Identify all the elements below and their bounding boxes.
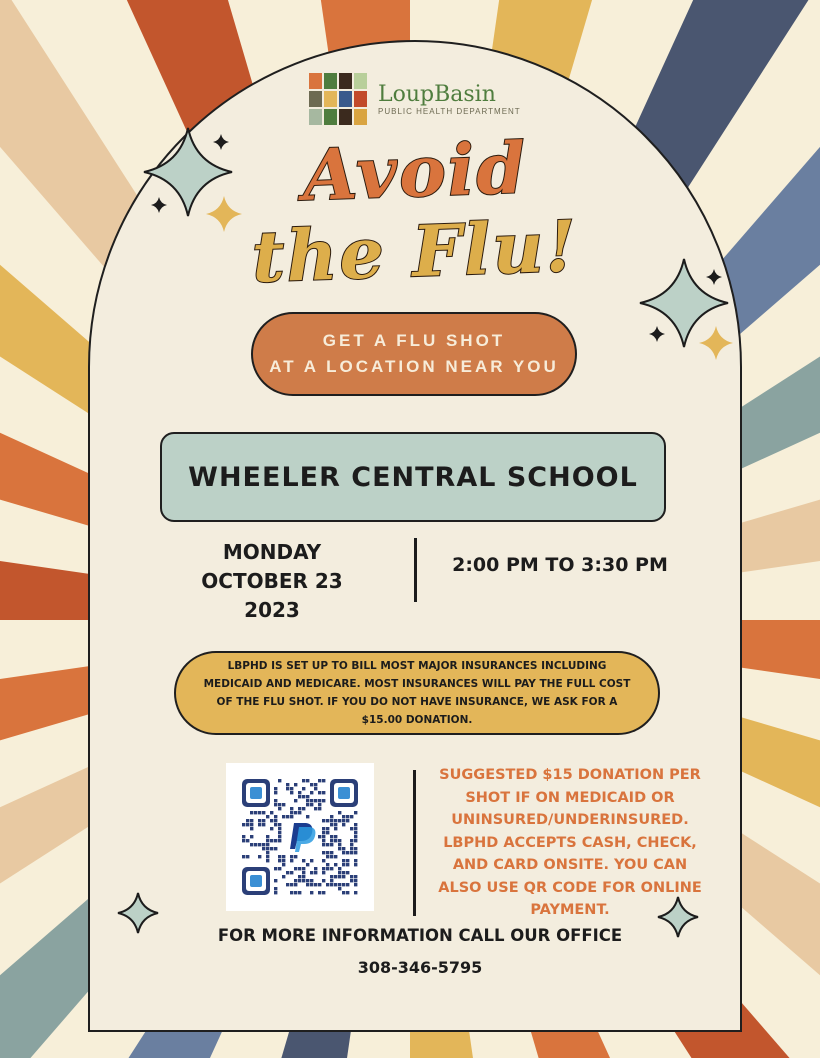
qr-module <box>278 855 281 858</box>
qr-module <box>350 851 353 854</box>
logo-tile <box>353 108 368 126</box>
qr-module <box>282 875 285 878</box>
qr-module <box>274 891 277 894</box>
qr-module <box>246 819 249 822</box>
qr-module <box>298 807 301 810</box>
qr-module <box>242 855 245 858</box>
qr-module <box>302 807 305 810</box>
qr-module <box>298 867 301 870</box>
qr-module <box>354 891 357 894</box>
qr-module <box>350 847 353 850</box>
qr-module <box>242 823 245 826</box>
qr-module <box>274 815 277 818</box>
qr-module <box>338 839 341 842</box>
qr-module <box>318 835 321 838</box>
qr-module <box>278 823 281 826</box>
qr-module <box>306 799 309 802</box>
qr-module <box>250 843 253 846</box>
qr-module <box>310 803 313 806</box>
qr-module <box>326 843 329 846</box>
qr-module <box>354 811 357 814</box>
location-box <box>160 432 666 522</box>
qr-module <box>250 823 253 826</box>
qr-module <box>330 815 333 818</box>
qr-module <box>310 799 313 802</box>
qr-module <box>322 791 325 794</box>
qr-module <box>270 839 273 842</box>
qr-module <box>338 819 341 822</box>
qr-module <box>262 843 265 846</box>
qr-module <box>274 819 277 822</box>
qr-module <box>302 779 305 782</box>
qr-module <box>322 891 325 894</box>
qr-module <box>354 823 357 826</box>
qr-module <box>302 879 305 882</box>
qr-module <box>334 835 337 838</box>
qr-module <box>318 891 321 894</box>
qr-module <box>290 811 293 814</box>
qr-module <box>302 871 305 874</box>
logo-tile <box>338 108 353 126</box>
qr-module <box>310 883 313 886</box>
qr-module <box>350 815 353 818</box>
qr-module <box>330 839 333 842</box>
event-year: 2023 <box>244 598 300 622</box>
qr-module <box>242 839 245 842</box>
qr-module <box>342 819 345 822</box>
qr-module <box>294 811 297 814</box>
qr-module <box>326 883 329 886</box>
qr-module <box>274 799 277 802</box>
qr-module <box>290 807 293 810</box>
qr-module <box>278 807 281 810</box>
qr-module <box>338 887 341 890</box>
qr-module <box>286 815 289 818</box>
qr-module <box>266 843 269 846</box>
qr-module <box>290 787 293 790</box>
qr-module <box>270 819 273 822</box>
qr-module <box>294 867 297 870</box>
qr-module <box>338 883 341 886</box>
qr-module <box>330 879 333 882</box>
qr-module <box>346 891 349 894</box>
qr-module <box>322 871 325 874</box>
logo-tile <box>323 108 338 126</box>
qr-module <box>266 835 269 838</box>
qr-module <box>282 815 285 818</box>
qr-module <box>274 867 277 870</box>
qr-module <box>282 803 285 806</box>
qr-module <box>338 811 341 814</box>
cta-line-2: AT A LOCATION NEAR YOU <box>269 357 559 376</box>
qr-module <box>254 811 257 814</box>
qr-module <box>298 879 301 882</box>
qr-module <box>346 859 349 862</box>
qr-module <box>294 879 297 882</box>
qr-module <box>346 871 349 874</box>
qr-module <box>294 883 297 886</box>
qr-module <box>258 823 261 826</box>
qr-module <box>246 839 249 842</box>
logo-tile <box>338 90 353 108</box>
logo-tile <box>308 72 323 90</box>
qr-module <box>342 851 345 854</box>
qr-module <box>314 871 317 874</box>
qr-module <box>246 823 249 826</box>
qr-module <box>322 859 325 862</box>
qr-module <box>262 819 265 822</box>
qr-module <box>294 783 297 786</box>
qr-module <box>298 795 301 798</box>
qr-module <box>310 871 313 874</box>
qr-module <box>322 879 325 882</box>
qr-module <box>342 847 345 850</box>
contact-label: FOR MORE INFORMATION CALL OUR OFFICE <box>217 926 623 945</box>
qr-module <box>294 799 297 802</box>
qr-module <box>266 855 269 858</box>
qr-module <box>282 859 285 862</box>
qr-module <box>342 871 345 874</box>
qr-module <box>274 803 277 806</box>
qr-module <box>274 823 277 826</box>
qr-module <box>342 875 345 878</box>
qr-module <box>274 879 277 882</box>
qr-module <box>266 815 269 818</box>
qr-module <box>334 827 337 830</box>
qr-module <box>310 891 313 894</box>
title-line-1: Avoid <box>301 126 529 217</box>
qr-module <box>290 815 293 818</box>
qr-module <box>250 819 253 822</box>
qr-module <box>338 867 341 870</box>
qr-module <box>318 803 321 806</box>
qr-module <box>290 855 293 858</box>
qr-module <box>286 883 289 886</box>
qr-module <box>346 863 349 866</box>
qr-module <box>354 847 357 850</box>
qr-module <box>258 819 261 822</box>
qr-module <box>302 875 305 878</box>
qr-module <box>306 803 309 806</box>
qr-module <box>278 859 281 862</box>
qr-module <box>302 859 305 862</box>
qr-module <box>282 863 285 866</box>
qr-module <box>282 855 285 858</box>
qr-module <box>346 851 349 854</box>
qr-module <box>354 835 357 838</box>
qr-module <box>254 843 257 846</box>
qr-module <box>346 815 349 818</box>
qr-module <box>334 839 337 842</box>
qr-module <box>306 795 309 798</box>
qr-module <box>286 787 289 790</box>
qr-module <box>314 787 317 790</box>
qr-module <box>266 847 269 850</box>
qr-module <box>318 883 321 886</box>
qr-module <box>322 867 325 870</box>
logo-tile <box>338 72 353 90</box>
qr-module <box>266 839 269 842</box>
event-date: OCTOBER 23 <box>201 569 343 593</box>
insurance-note <box>174 651 660 735</box>
qr-module <box>278 803 281 806</box>
qr-module <box>306 879 309 882</box>
qr-module <box>326 855 329 858</box>
qr-module <box>270 811 273 814</box>
cta-pill <box>251 312 577 396</box>
qr-module <box>294 855 297 858</box>
qr-module <box>350 875 353 878</box>
qr-module <box>286 783 289 786</box>
qr-module <box>354 883 357 886</box>
qr-module <box>338 847 341 850</box>
qr-module <box>334 823 337 826</box>
qr-module <box>314 799 317 802</box>
qr-module <box>342 859 345 862</box>
qr-module <box>354 827 357 830</box>
qr-module <box>314 867 317 870</box>
qr-module <box>330 835 333 838</box>
qr-module <box>354 831 357 834</box>
qr-module <box>330 867 333 870</box>
qr-module <box>318 791 321 794</box>
qr-code[interactable] <box>226 763 374 911</box>
qr-module <box>318 799 321 802</box>
qr-module <box>306 883 309 886</box>
qr-module <box>330 883 333 886</box>
qr-module <box>274 847 277 850</box>
qr-module <box>242 835 245 838</box>
qr-module <box>278 835 281 838</box>
qr-module <box>350 879 353 882</box>
date-block <box>190 538 354 625</box>
qr-module <box>250 827 253 830</box>
qr-module <box>326 819 329 822</box>
qr-module <box>346 883 349 886</box>
logo-tile <box>353 72 368 90</box>
qr-module <box>306 863 309 866</box>
qr-module <box>278 779 281 782</box>
qr-module <box>298 875 301 878</box>
qr-module <box>274 887 277 890</box>
qr-module <box>322 851 325 854</box>
qr-module <box>250 811 253 814</box>
qr-module <box>262 847 265 850</box>
cta-line-1: GET A FLU SHOT <box>322 331 506 350</box>
qr-module <box>346 819 349 822</box>
qr-module <box>334 883 337 886</box>
logo-tile <box>308 108 323 126</box>
qr-module <box>330 855 333 858</box>
logo-tile <box>323 72 338 90</box>
logo-mark-icon <box>308 72 368 126</box>
qr-module <box>314 883 317 886</box>
qr-module <box>258 811 261 814</box>
qr-module <box>354 859 357 862</box>
qr-module <box>314 783 317 786</box>
qr-module <box>322 831 325 834</box>
qr-module <box>318 779 321 782</box>
qr-module <box>334 875 337 878</box>
qr-module <box>334 855 337 858</box>
qr-module <box>274 787 277 790</box>
qr-module <box>250 835 253 838</box>
qr-module <box>298 791 301 794</box>
qr-module <box>322 843 325 846</box>
qr-module <box>274 791 277 794</box>
qr-module <box>266 859 269 862</box>
qr-module <box>334 863 337 866</box>
logo-tile <box>353 90 368 108</box>
qr-module <box>330 851 333 854</box>
qr-module <box>330 875 333 878</box>
logo-tile <box>323 90 338 108</box>
qr-module <box>338 875 341 878</box>
qr-module <box>290 891 293 894</box>
qr-module <box>258 843 261 846</box>
qr-module <box>342 815 345 818</box>
qr-module <box>330 843 333 846</box>
qr-module <box>270 847 273 850</box>
qr-module <box>322 835 325 838</box>
divider <box>413 770 416 916</box>
qr-module <box>354 839 357 842</box>
qr-module <box>334 819 337 822</box>
qr-module <box>310 783 313 786</box>
qr-module <box>246 855 249 858</box>
event-day: MONDAY <box>222 540 322 564</box>
qr-module <box>306 779 309 782</box>
qr-module <box>302 867 305 870</box>
qr-module <box>342 823 345 826</box>
qr-module <box>330 819 333 822</box>
qr-module <box>322 779 325 782</box>
qr-module <box>290 871 293 874</box>
qr-module <box>270 827 273 830</box>
qr-module <box>298 891 301 894</box>
qr-module <box>274 839 277 842</box>
qr-module <box>338 843 341 846</box>
qr-module <box>326 851 329 854</box>
qr-module <box>290 883 293 886</box>
qr-module <box>258 855 261 858</box>
logo-subtitle: PUBLIC HEALTH DEPARTMENT <box>378 106 521 116</box>
logo <box>308 72 521 126</box>
logo-tile <box>308 90 323 108</box>
qr-module <box>314 807 317 810</box>
location-name: WHEELER CENTRAL SCHOOL <box>188 461 638 493</box>
qr-module <box>278 831 281 834</box>
qr-module <box>278 827 281 830</box>
qr-module <box>306 815 309 818</box>
qr-module <box>350 827 353 830</box>
qr-module <box>262 811 265 814</box>
qr-module <box>278 867 281 870</box>
title-line-2: the Flu! <box>250 204 580 299</box>
qr-module <box>262 823 265 826</box>
qr-module <box>326 863 329 866</box>
qr-module <box>298 811 301 814</box>
divider <box>414 538 417 602</box>
qr-module <box>322 799 325 802</box>
qr-module <box>310 791 313 794</box>
qr-module <box>350 839 353 842</box>
qr-module <box>322 819 325 822</box>
qr-module <box>354 863 357 866</box>
qr-module <box>342 891 345 894</box>
qr-module <box>278 839 281 842</box>
qr-module <box>318 807 321 810</box>
qr-module <box>326 867 329 870</box>
qr-module <box>354 875 357 878</box>
insurance-text: LBPHD IS SET UP TO BILL MOST MAJOR INSURANCES INCLUDING MEDICAID AND MEDICARE. MOST INSURANCES WILL PAY THE FULL COST OF THE FLU SHOT. IF YOU DO NOT HAVE INSURANCE, WE ASK FOR A $15.00 DONATION. <box>203 660 631 726</box>
qr-module <box>354 851 357 854</box>
qr-module <box>266 851 269 854</box>
qr-module <box>330 823 333 826</box>
qr-module <box>294 891 297 894</box>
qr-module <box>342 863 345 866</box>
qr-module <box>322 827 325 830</box>
qr-module <box>354 879 357 882</box>
qr-module <box>350 843 353 846</box>
donation-text: SUGGESTED $15 DONATION PER SHOT IF ON MEDICAID OR UNINSURED/UNDERINSURED. LBPHD ACCEPTS CASH, CHECK, AND CARD ONSITE. YOU CAN ALSO USE QR CODE FOR ONLINE PAYMENT. <box>438 767 702 918</box>
qr-module <box>326 827 329 830</box>
qr-module <box>322 839 325 842</box>
qr-module <box>302 795 305 798</box>
qr-module <box>310 859 313 862</box>
contact-phone[interactable]: 308-346-5795 <box>357 958 483 977</box>
qr-module <box>326 831 329 834</box>
qr-module <box>290 791 293 794</box>
qr-module <box>290 859 293 862</box>
qr-module <box>338 871 341 874</box>
event-time: 2:00 PM TO 3:30 PM <box>452 554 668 576</box>
logo-name: LoupBasin <box>378 81 496 107</box>
qr-module <box>310 879 313 882</box>
qr-module <box>286 871 289 874</box>
qr-module <box>342 883 345 886</box>
qr-module <box>302 787 305 790</box>
